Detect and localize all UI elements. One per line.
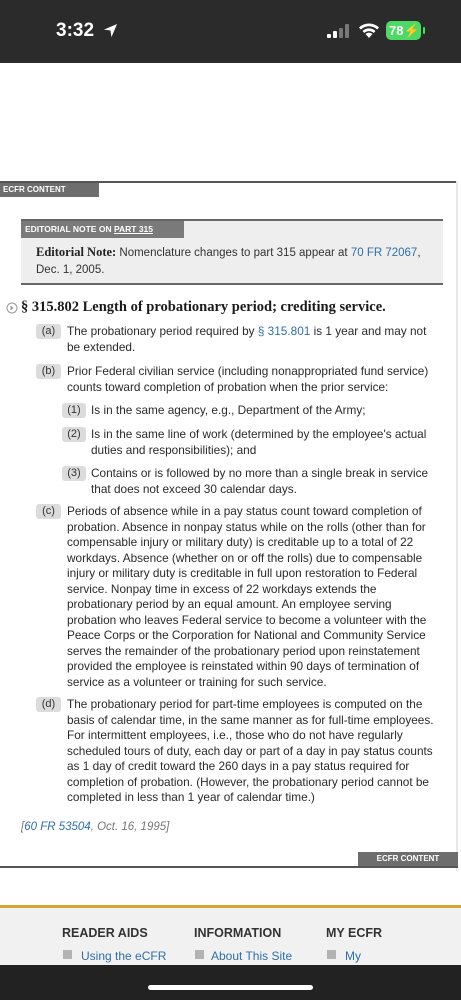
citation-link[interactable]: 60 FR 53504 — [24, 821, 91, 833]
status-bar — [0, 0, 461, 63]
paragraph-line: completion of probation. (However, the probationary period cannot be — [67, 774, 429, 789]
home-indicator[interactable] — [148, 985, 313, 990]
source-citation — [21, 821, 169, 833]
section-expand-icon[interactable] — [6, 302, 18, 314]
paragraph-line: The probationary period for part-time employees is computed on the — [67, 697, 423, 711]
wifi-icon — [358, 22, 380, 39]
citation-close-bracket: ] — [166, 821, 170, 833]
paragraph-a-text: The probationary period required by — [67, 324, 258, 338]
footer-using-ecfr-link[interactable]: Using the eCFR — [81, 949, 167, 963]
paragraph-line: service as a volunteer or training for such service. — [67, 674, 327, 689]
paragraph-line: provided the employee is reinstated within 90 days of termination of — [67, 659, 420, 673]
editorial-note-text — [36, 244, 436, 279]
paragraph-label-d[interactable]: (d) — [36, 697, 61, 712]
paragraph-line: duties and responsibilities); and — [91, 442, 257, 457]
paragraph-line: For intermittent employees, i.e., those who do not have regularly — [67, 728, 403, 742]
home-indicator-area — [0, 965, 461, 1000]
paragraph-label-a[interactable]: (a) — [36, 324, 61, 339]
paragraph-d — [67, 697, 452, 806]
paragraph-line: that does not exceed 30 calendar days. — [91, 481, 297, 496]
bullet-icon — [195, 950, 204, 959]
battery-level: 78 — [389, 23, 404, 38]
paragraph-line: probation. Absence in nonpay status while on the rolls (other than for — [67, 519, 426, 534]
editorial-note-body: Nomenclature changes to part 315 appear at — [116, 247, 351, 259]
paragraph-label-b3[interactable]: (3) — [62, 466, 86, 481]
editorial-note-date: , Dec. 1, 2005. — [36, 247, 421, 276]
ecfr-content-tag-bottom: ECFR CONTENT — [358, 852, 458, 866]
paragraph-b2 — [91, 427, 451, 458]
paragraph-a-line: be extended. — [67, 339, 136, 354]
paragraph-b — [67, 364, 447, 395]
paragraph-label-b2[interactable]: (2) — [62, 427, 86, 442]
paragraph-line: basis of calendar time, in the same manner as for full-time employees. — [67, 712, 434, 727]
paragraph-line: scheduled tours of duty, each day or part of a day in pay status counts — [67, 743, 433, 758]
footer-my-ecfr-title: MY ECFR — [326, 926, 383, 940]
paragraph-line: service. Nonpay time in excess of 22 workdays extends the — [67, 581, 377, 596]
paragraph-line: Peace Corps or the Corporation for National and Community Service — [67, 628, 426, 642]
paragraph-b3 — [91, 466, 451, 497]
paragraph-line: probationary period by an equal amount. An employee serving — [67, 597, 392, 611]
charging-bolt-icon: ⚡ — [403, 23, 420, 38]
paragraph-line: workdays. Absence (whether on or off the rolls) due to compensable — [67, 550, 423, 565]
paragraph-line: Is in the same agency, e.g., Department of the Army; — [91, 403, 366, 417]
footer-my-link[interactable]: My — [345, 949, 361, 963]
site-footer — [0, 905, 461, 965]
page-edge — [456, 181, 458, 871]
bullet-icon — [63, 950, 72, 959]
paragraph-c — [67, 504, 452, 690]
editorial-note-box — [21, 219, 443, 285]
paragraph-label-b1[interactable]: (1) — [62, 403, 86, 418]
section-315-801-link[interactable]: § 315.801 — [257, 324, 311, 338]
paragraph-line: Prior Federal civilian service (including nonappropriated fund service) — [67, 364, 429, 378]
paragraph-label-c[interactable]: (c) — [36, 504, 61, 519]
editorial-note-tab-prefix: EDITORIAL NOTE ON — [25, 224, 114, 234]
paragraph-a-text-after: is 1 year and may not — [310, 324, 427, 338]
paragraph-line: as 1 day of credit toward the 260 days in a pay status required for — [67, 759, 410, 773]
paragraph-b1 — [91, 403, 451, 419]
part-315-link[interactable]: PART 315 — [113, 224, 154, 234]
status-time: 3:32 — [56, 20, 95, 41]
federal-register-link[interactable]: 70 FR 72067 — [350, 247, 418, 259]
battery-icon — [386, 21, 421, 40]
section-heading: § 315.802 Length of probationary period; crediting service. — [21, 299, 386, 315]
footer-about-site-link[interactable]: About This Site — [211, 949, 293, 963]
paragraph-line: probation who leaves Federal service to become a volunteer with the — [67, 612, 427, 627]
paragraph-line: Contains or is followed by no more than a single break in service — [91, 466, 429, 480]
cellular-signal-icon — [327, 24, 351, 38]
paragraph-a-line — [67, 324, 447, 340]
ecfr-content-tag-top: ECFR CONTENT — [0, 183, 99, 197]
paragraph-line: Periods of absence while in a pay status count toward completion of — [67, 504, 422, 518]
footer-information-title: INFORMATION — [194, 926, 282, 940]
content-bottom-rule — [0, 866, 458, 868]
citation-open-bracket: [ — [21, 821, 25, 833]
paragraph-line: counts toward completion of probation when the prior service: — [67, 379, 389, 394]
paragraph-a — [67, 324, 447, 355]
paragraph-label-b[interactable]: (b) — [36, 364, 61, 379]
paragraph-line: compensable injury or military duty) is creditable up to a total of 22 — [67, 535, 414, 549]
bullet-icon — [327, 950, 336, 959]
citation-date: , Oct. 16, 1995 — [90, 821, 167, 833]
editorial-note-label: Editorial Note: — [36, 245, 117, 259]
paragraph-line: serves the remainder of the probationary period upon reinstatement — [67, 643, 420, 658]
paragraph-line: injury or military duty is creditable in full upon restoration to Federal — [67, 566, 418, 580]
paragraph-line: Is in the same line of work (determined by the employee's actual — [91, 427, 427, 441]
paragraph-line: completed in less than 1 year of calendar time.) — [67, 790, 315, 804]
location-arrow-icon — [103, 23, 118, 38]
editorial-note-tab — [21, 221, 184, 238]
footer-reader-aids-title: READER AIDS — [62, 926, 148, 940]
